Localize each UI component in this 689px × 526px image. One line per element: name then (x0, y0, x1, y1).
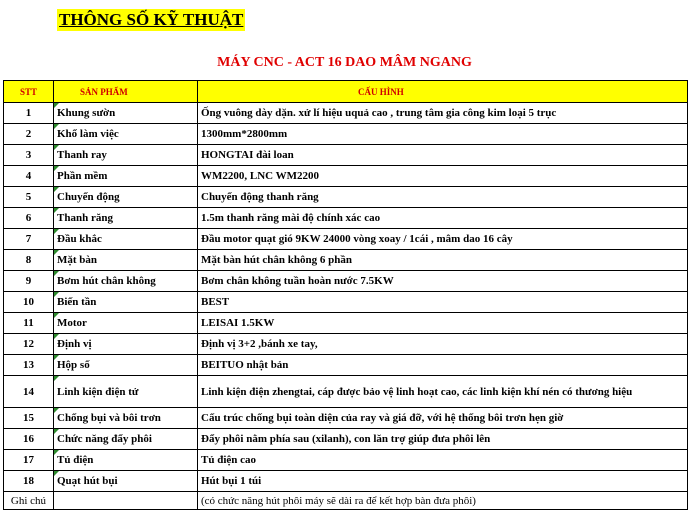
row-number: 5 (4, 187, 54, 208)
row-product: Chức năng đẩy phôi (54, 429, 198, 450)
row-config: BEST (198, 292, 688, 313)
table-row (4, 145, 688, 166)
row-product: Bơm hút chân không (54, 271, 198, 292)
row-product: Motor (54, 313, 198, 334)
row-number: 15 (4, 408, 54, 429)
row-config: Tủ điện cao (198, 450, 688, 471)
table-row (4, 313, 688, 334)
row-product: Định vị (54, 334, 198, 355)
row-product: Phần mềm (54, 166, 198, 187)
row-config: Hút bụi 1 túi (198, 471, 688, 492)
table-row (4, 355, 688, 376)
row-config: Bơm chân không tuần hoàn nước 7.5KW (198, 271, 688, 292)
row-config: Cấu trúc chống bụi toàn diện của ray và giá đỡ, với hệ thống bôi trơn hẹn giờ (198, 408, 688, 429)
table-row (4, 208, 688, 229)
row-number: 17 (4, 450, 54, 471)
spec-table-body (4, 103, 688, 510)
table-row (4, 271, 688, 292)
row-config: WM2200, LNC WM2200 (198, 166, 688, 187)
row-product: Tủ điện (54, 450, 198, 471)
header-config: CẤU HÌNH (198, 81, 688, 103)
row-number: 7 (4, 229, 54, 250)
row-number: 9 (4, 271, 54, 292)
row-product: Khổ làm việc (54, 124, 198, 145)
machine-title: MÁY CNC - ACT 16 DAO MÂM NGANG (217, 55, 472, 70)
row-config: Định vị 3+2 ,bánh xe tay, (198, 334, 688, 355)
row-product: Biến tần (54, 292, 198, 313)
table-row (4, 471, 688, 492)
row-product: Hộp số (54, 355, 198, 376)
row-product: Quạt hút bụi (54, 471, 198, 492)
row-product: Linh kiện điện tử (54, 376, 198, 408)
row-number: 4 (4, 166, 54, 187)
table-row (4, 166, 688, 187)
table-row (4, 187, 688, 208)
row-number: 14 (4, 376, 54, 408)
spec-table (3, 80, 688, 510)
spec-table-header (4, 81, 688, 103)
row-product: Thanh răng (54, 208, 198, 229)
page-heading: THÔNG SỐ KỸ THUẬT (59, 10, 244, 29)
row-product: Chống bụi và bôi trơn (54, 408, 198, 429)
row-config: 1.5m thanh răng mài độ chính xác cao (198, 208, 688, 229)
table-row (4, 408, 688, 429)
row-config: HONGTAI đài loan (198, 145, 688, 166)
note-text: (có chức năng hút phôi máy sẽ dài ra để kết hợp bàn đưa phôi) (198, 492, 688, 510)
table-row (4, 429, 688, 450)
row-config: BEITUO nhật bản (198, 355, 688, 376)
row-number: 6 (4, 208, 54, 229)
header-stt: STT (4, 81, 54, 103)
row-config: Mặt bàn hút chân không 6 phần (198, 250, 688, 271)
table-row (4, 250, 688, 271)
header-product: SẢN PHẨM (54, 81, 198, 103)
row-number: 13 (4, 355, 54, 376)
row-product: Chuyển động (54, 187, 198, 208)
table-row (4, 229, 688, 250)
row-number: 10 (4, 292, 54, 313)
note-label: Ghi chú (4, 492, 54, 510)
table-row (4, 376, 688, 408)
row-config: 1300mm*2800mm (198, 124, 688, 145)
table-row (4, 124, 688, 145)
row-config: Ống vuông dày dặn. xử lí hiệu uquả cao , trung tâm gia công kim loại 5 trục (198, 103, 688, 124)
row-number: 3 (4, 145, 54, 166)
table-row (4, 450, 688, 471)
row-number: 2 (4, 124, 54, 145)
row-number: 1 (4, 103, 54, 124)
row-config: Chuyển động thanh răng (198, 187, 688, 208)
row-config: Đẩy phôi nằm phía sau (xilanh), con lăn trợ giúp đưa phôi lên (198, 429, 688, 450)
row-number: 8 (4, 250, 54, 271)
table-row (4, 292, 688, 313)
row-product: Mặt bàn (54, 250, 198, 271)
row-product: Khung sườn (54, 103, 198, 124)
table-row (4, 334, 688, 355)
table-row (4, 103, 688, 124)
row-number: 18 (4, 471, 54, 492)
row-product: Thanh ray (54, 145, 198, 166)
row-config: LEISAI 1.5KW (198, 313, 688, 334)
row-number: 11 (4, 313, 54, 334)
row-config: Đầu motor quạt gió 9KW 24000 vòng xoay / 1cái , mâm dao 16 cây (198, 229, 688, 250)
row-number: 16 (4, 429, 54, 450)
row-number: 12 (4, 334, 54, 355)
row-product: Đầu khắc (54, 229, 198, 250)
note-empty-cell (54, 492, 198, 510)
row-config: Linh kiện điện zhengtai, cáp được bảo vệ linh hoạt cao, các linh kiện khí nén có thương hiệu (198, 376, 688, 408)
note-row (4, 492, 688, 510)
